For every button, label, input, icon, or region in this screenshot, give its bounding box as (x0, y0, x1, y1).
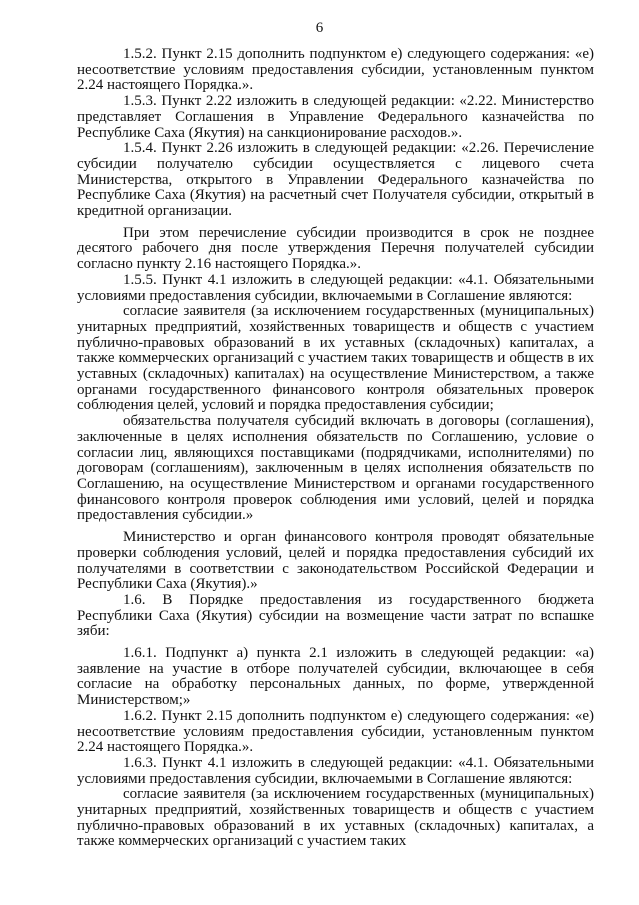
paragraph-transfer-deadline: При этом перечисление субсидии производится в срок не позднее десятого рабочего дня после утверждения Перечня получателей субсидии согласно пункту 2.16 настоящего Порядка.». (77, 224, 594, 273)
paragraph-obligations-recipient: обязательства получателя субсидий включать в договоры (соглашения), заключенные в целях исполнения обязательств по Соглашению, условие о согласии лиц, являющихся поставщиками (подрядчиками, исполнителями) по договорам (соглашениям), заключенным в целях исполнения обязательств по Соглашению, на осуществление Министерством и органами государственного финансового контроля проверок соблюдения ими условий, целей и порядка предоставления субсидии.» (77, 413, 594, 524)
paragraph-1-6-3: 1.6.3. Пункт 4.1 изложить в следующей редакции: «4.1. Обязательными условиями предоставления субсидии, включаемыми в Соглашение являются: (77, 754, 594, 787)
paragraph-1-6: 1.6. В Порядке предоставления из государственного бюджета Республики Саха (Якутия) субсидии на возмещение части затрат по вспашке зяби: (77, 591, 594, 640)
paragraph-1-5-5: 1.5.5. Пункт 4.1 изложить в следующей редакции: «4.1. Обязательными условиями предоставления субсидии, включаемыми в Соглашение являются: (77, 271, 594, 304)
paragraph-consent-applicant: согласие заявителя (за исключением государственных (муниципальных) унитарных предприятий, хозяйственных товариществ и обществ с участием публично-правовых образований в их уставных (складочных) капиталах, а также коммерческих организаций с участием таких товариществ и обществ в их уставных (складочных) капиталах) на осуществление Министерством, а также органами государственного финансового контроля обязательных проверок соблюдения целей, условий и порядка предоставления субсидии; (77, 303, 594, 414)
paragraph-consent-applicant-2: согласие заявителя (за исключением государственных (муниципальных) унитарных предприятий, хозяйственных товариществ и обществ с участием публично-правовых образований в их уставных (складочных) капиталах, а также коммерческих организаций с участием таких (77, 786, 594, 850)
document-body (77, 47, 594, 850)
paragraph-1-5-3: 1.5.3. Пункт 2.22 изложить в следующей редакции: «2.22. Министерство представляет Соглашения в Управление Федерального казначейства по Республике Саха (Якутия) на санкционирование расходов.». (77, 93, 594, 141)
paragraph-1-5-2: 1.5.2. Пункт 2.15 дополнить подпунктом е) следующего содержания: «е) несоответствие условиям предоставления субсидии, установленным пунктом 2.24 настоящего Порядка.». (77, 46, 594, 94)
paragraph-1-6-2: 1.6.2. Пункт 2.15 дополнить подпунктом е) следующего содержания: «е) несоответствие условиям предоставления субсидии, установленным пунктом 2.24 настоящего Порядка.». (77, 707, 594, 756)
paragraph-control-checks: Министерство и орган финансового контроля проводят обязательные проверки соблюдения условий, целей и порядка предоставления субсидий их получателями в соответствии с законодательством Российской Федерации и Республики Саха (Якутия).» (77, 529, 594, 593)
page-number: 6 (315, 20, 324, 36)
paragraph-1-6-1: 1.6.1. Подпункт а) пункта 2.1 изложить в следующей редакции: «а) заявление на участие в отборе получателей субсидии, включающее в себя согласие на обработку персональных данных, по форме, утвержденной Министерством;» (77, 645, 594, 709)
paragraph-1-5-4: 1.5.4. Пункт 2.26 изложить в следующей редакции: «2.26. Перечисление субсидии получателю субсидии осуществляется с лицевого счета Министерства, открытого в Управлении Федерального казначейства по Республике Саха (Якутия) на расчетный счет Получателя субсидии, открытый в кредитной организации. (77, 140, 594, 220)
